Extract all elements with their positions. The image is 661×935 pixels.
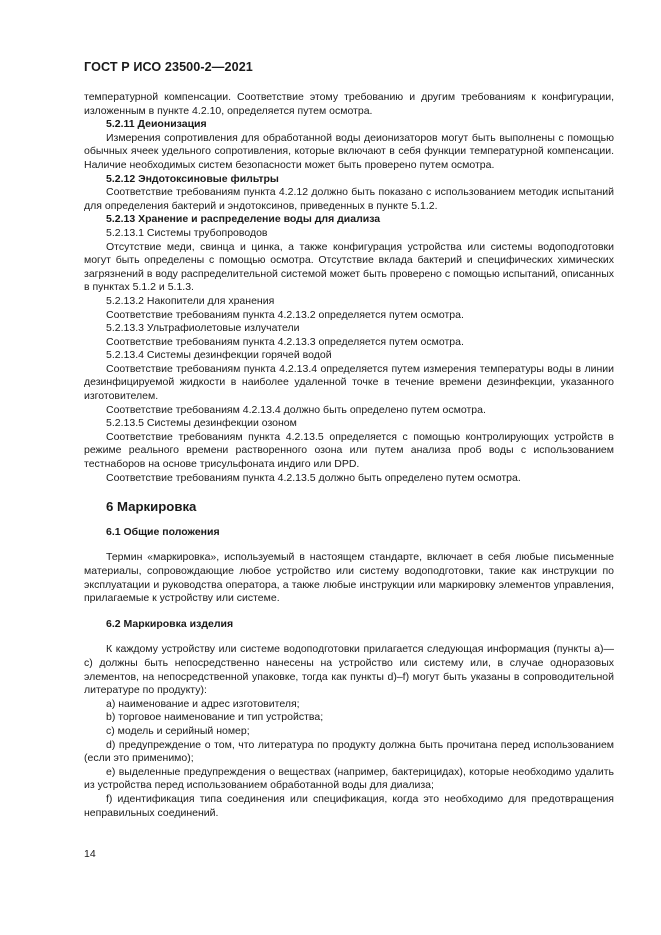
paragraph: К каждому устройству или системе водоподготовки прилагается следующая информация (пункты а)—с) должны быть непосредственно нанесены на устройство или систему или, в случае одноразовых элементов, на непосредственной упаковке, тогда как пункты d)–f) могут быть указаны в сопроводительной литературе по продукту): — [84, 643, 614, 697]
subsection-heading: 5.2.13.2 Накопители для хранения — [106, 294, 275, 307]
page-header: ГОСТ Р ИСО 23500-2—2021 — [84, 60, 253, 74]
subsection-heading: 5.2.13.5 Системы дезинфекции озоном — [106, 417, 297, 430]
section-heading-6-2: 6.2 Маркировка изделия — [106, 617, 234, 630]
page-number: 14 — [84, 848, 96, 860]
section-heading-5-2-13: 5.2.13 Хранение и распределение воды для диализа — [106, 213, 381, 226]
subsection-heading: 5.2.13.4 Системы дезинфекции горячей водой — [106, 349, 332, 362]
paragraph: Термин «маркировка», используемый в настоящем стандарте, включает в себя любые письменные материалы, сопровождающие любое устройство или систему водоподготовки, такие как инструкции по эксплуатации и руководства оператора, а также любые инструкции или маркировку элементов управления, прилагаемые к устройству или системе. — [84, 551, 614, 605]
paragraph: Соответствие требованиям пункта 4.2.13.4 определяется путем измерения температуры воды в линии дезинфицируемой жидкости в наиболее удаленной точке в течение времени дезинфекции, указанного изготовителем. — [84, 362, 614, 403]
paragraph: Соответствие требованиям пункта 4.2.13.2 определяется путем осмотра. — [106, 308, 464, 321]
paragraph: Соответствие требованиям пункта 4.2.13.3 определяется путем осмотра. — [106, 335, 464, 348]
list-item: d) предупреждение о том, что литература по продукту должна быть прочитана перед использованием (если это применимо); — [84, 738, 614, 765]
paragraph: Соответствие требованиям пункта 4.2.13.5 определяется с помощью контролирующих устройств в режиме реального времени растворенного озона или путем анализа проб воды с использованием тестнаборов на основе трисульфоната индиго или DPD. — [84, 430, 614, 471]
list-item: b) торговое наименование и тип устройства; — [106, 711, 324, 724]
paragraph: Соответствие требованиям пункта 4.2.12 должно быть показано с использованием методик испытаний для определения бактерий и эндотоксинов, приведенных в пункте 5.1.2. — [84, 186, 614, 212]
list-item: e) выделенные предупреждения о веществах (например, бактерицидах), которые необходимо удалить из устройства перед использованием обработанной воды для диализа; — [84, 765, 614, 792]
list-item: a) наименование и адрес изготовителя; — [106, 697, 300, 710]
document-body — [84, 91, 614, 820]
section-heading-5-2-11: 5.2.11 Деионизация — [106, 118, 207, 131]
section-heading-5-2-12: 5.2.12 Эндотоксиновые фильтры — [106, 172, 279, 185]
paragraph: Отсутствие меди, свинца и цинка, а также конфигурация устройства или системы водоподготовки могут быть определены с помощью осмотра. Отсутствие вклада бактерий и специфических химических загрязнений в воду распределительной системой может быть проверено с помощью испытаний, описанных в пунктах 5.1.2 и 5.1.3. — [84, 240, 614, 294]
paragraph: Соответствие требованиям 4.2.13.4 должно быть определено путем осмотра. — [106, 403, 486, 416]
paragraph: Измерения сопротивления для обработанной воды деионизаторов могут быть выполнены с помощью обычных ячеек удельного сопротивления, которые включают в себя функции температурной компенсации. Наличие необходимых систем безопасности может быть проверено путем осмотра. — [84, 131, 614, 171]
section-heading-6-1: 6.1 Общие положения — [106, 525, 220, 538]
paragraph: температурной компенсации. Соответствие этому требованию и другим требованиям к конфигурации, изложенным в пункте 4.2.10, определяется путем осмотра. — [84, 91, 614, 117]
subsection-heading: 5.2.13.1 Системы трубопроводов — [106, 226, 268, 239]
section-heading-6: 6 Маркировка — [106, 499, 197, 515]
paragraph: Соответствие требованиям пункта 4.2.13.5 должно быть определено путем осмотра. — [106, 471, 521, 484]
list-item: f) идентификация типа соединения или спецификация, когда это необходимо для предотвращения неправильных соединений. — [84, 792, 614, 819]
list-item: c) модель и серийный номер; — [106, 724, 250, 737]
subsection-heading: 5.2.13.3 Ультрафиолетовые излучатели — [106, 322, 300, 335]
